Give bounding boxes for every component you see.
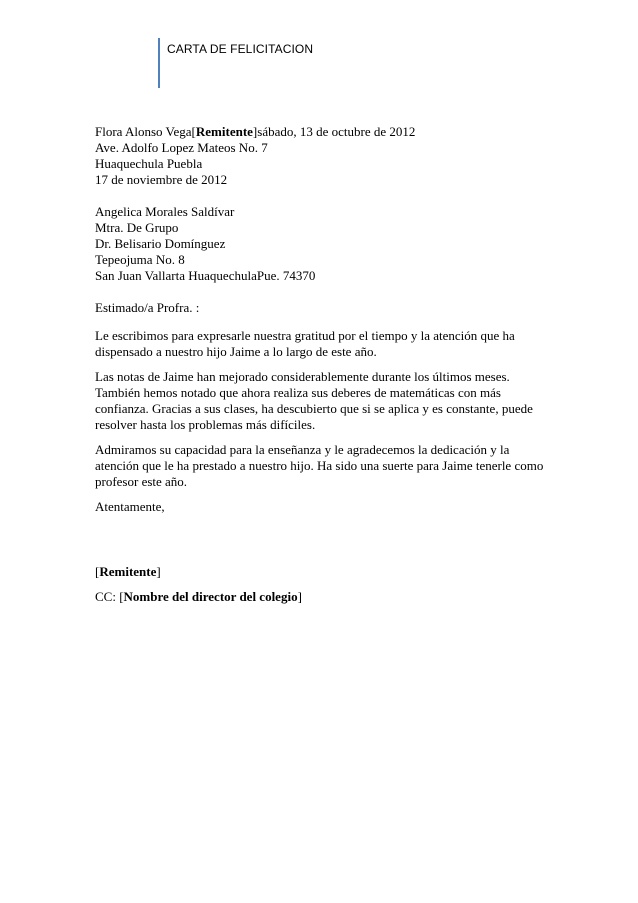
sender-name: Flora Alonso Vega bbox=[95, 124, 192, 139]
signature-line: [Remitente] bbox=[95, 564, 161, 579]
closing: Atentamente, bbox=[95, 499, 165, 514]
paragraph-gratitude: Le escribimos para expresarle nuestra gratitud por el tiempo y la atención que ha dispensado a nuestro hijo Jaime a lo largo de este año. bbox=[95, 328, 515, 359]
recipient-name: Angelica Morales Saldívar bbox=[95, 204, 235, 219]
recipient-block bbox=[95, 204, 555, 284]
sender-block bbox=[95, 124, 555, 188]
letter-body bbox=[95, 124, 555, 614]
sender-date-inline: sábado, 13 de octubre de 2012 bbox=[257, 124, 416, 139]
recipient-city: Tepeojuma No. 8 bbox=[95, 252, 185, 267]
paragraph-progress: Las notas de Jaime han mejorado considerablemente durante los últimos meses. También hemos notado que ahora realiza sus deberes de matemáticas con más confianza. Gracias a sus clases, ha descubierto que si se aplica y es constante, puede resolver hasta los problemas más difíciles. bbox=[95, 369, 533, 432]
recipient-street: Dr. Belisario Domínguez bbox=[95, 236, 226, 251]
signature-placeholder[interactable]: Remitente bbox=[99, 564, 157, 579]
sender-address-line1: Ave. Adolfo Lopez Mateos No. 7 bbox=[95, 140, 268, 155]
signature-gap bbox=[95, 524, 555, 564]
recipient-title: Mtra. De Grupo bbox=[95, 220, 179, 235]
document-header bbox=[158, 38, 313, 88]
paragraph-admiration: Admiramos su capacidad para la enseñanza y le agradecemos la dedicación y la atención que le ha prestado a nuestro hijo. Ha sido una suerte para Jaime tenerle como profesor este año. bbox=[95, 442, 544, 489]
cc-line: CC: [Nombre del director del colegio] bbox=[95, 589, 302, 604]
sender-date: 17 de noviembre de 2012 bbox=[95, 172, 228, 187]
greeting: Estimado/a Profra. : bbox=[95, 300, 200, 315]
sender-placeholder[interactable]: Remitente bbox=[195, 124, 253, 139]
sender-address-line2: Huaquechula Puebla bbox=[95, 156, 203, 171]
header-title: CARTA DE FELICITACION bbox=[167, 42, 314, 56]
recipient-postal: San Juan Vallarta HuaquechulaPue. 74370 bbox=[95, 268, 316, 283]
sender-name-line: Flora Alonso Vega[Remitente]sábado, 13 de octubre de 2012 bbox=[95, 124, 416, 139]
cc-placeholder[interactable]: Nombre del director del colegio bbox=[123, 589, 298, 604]
